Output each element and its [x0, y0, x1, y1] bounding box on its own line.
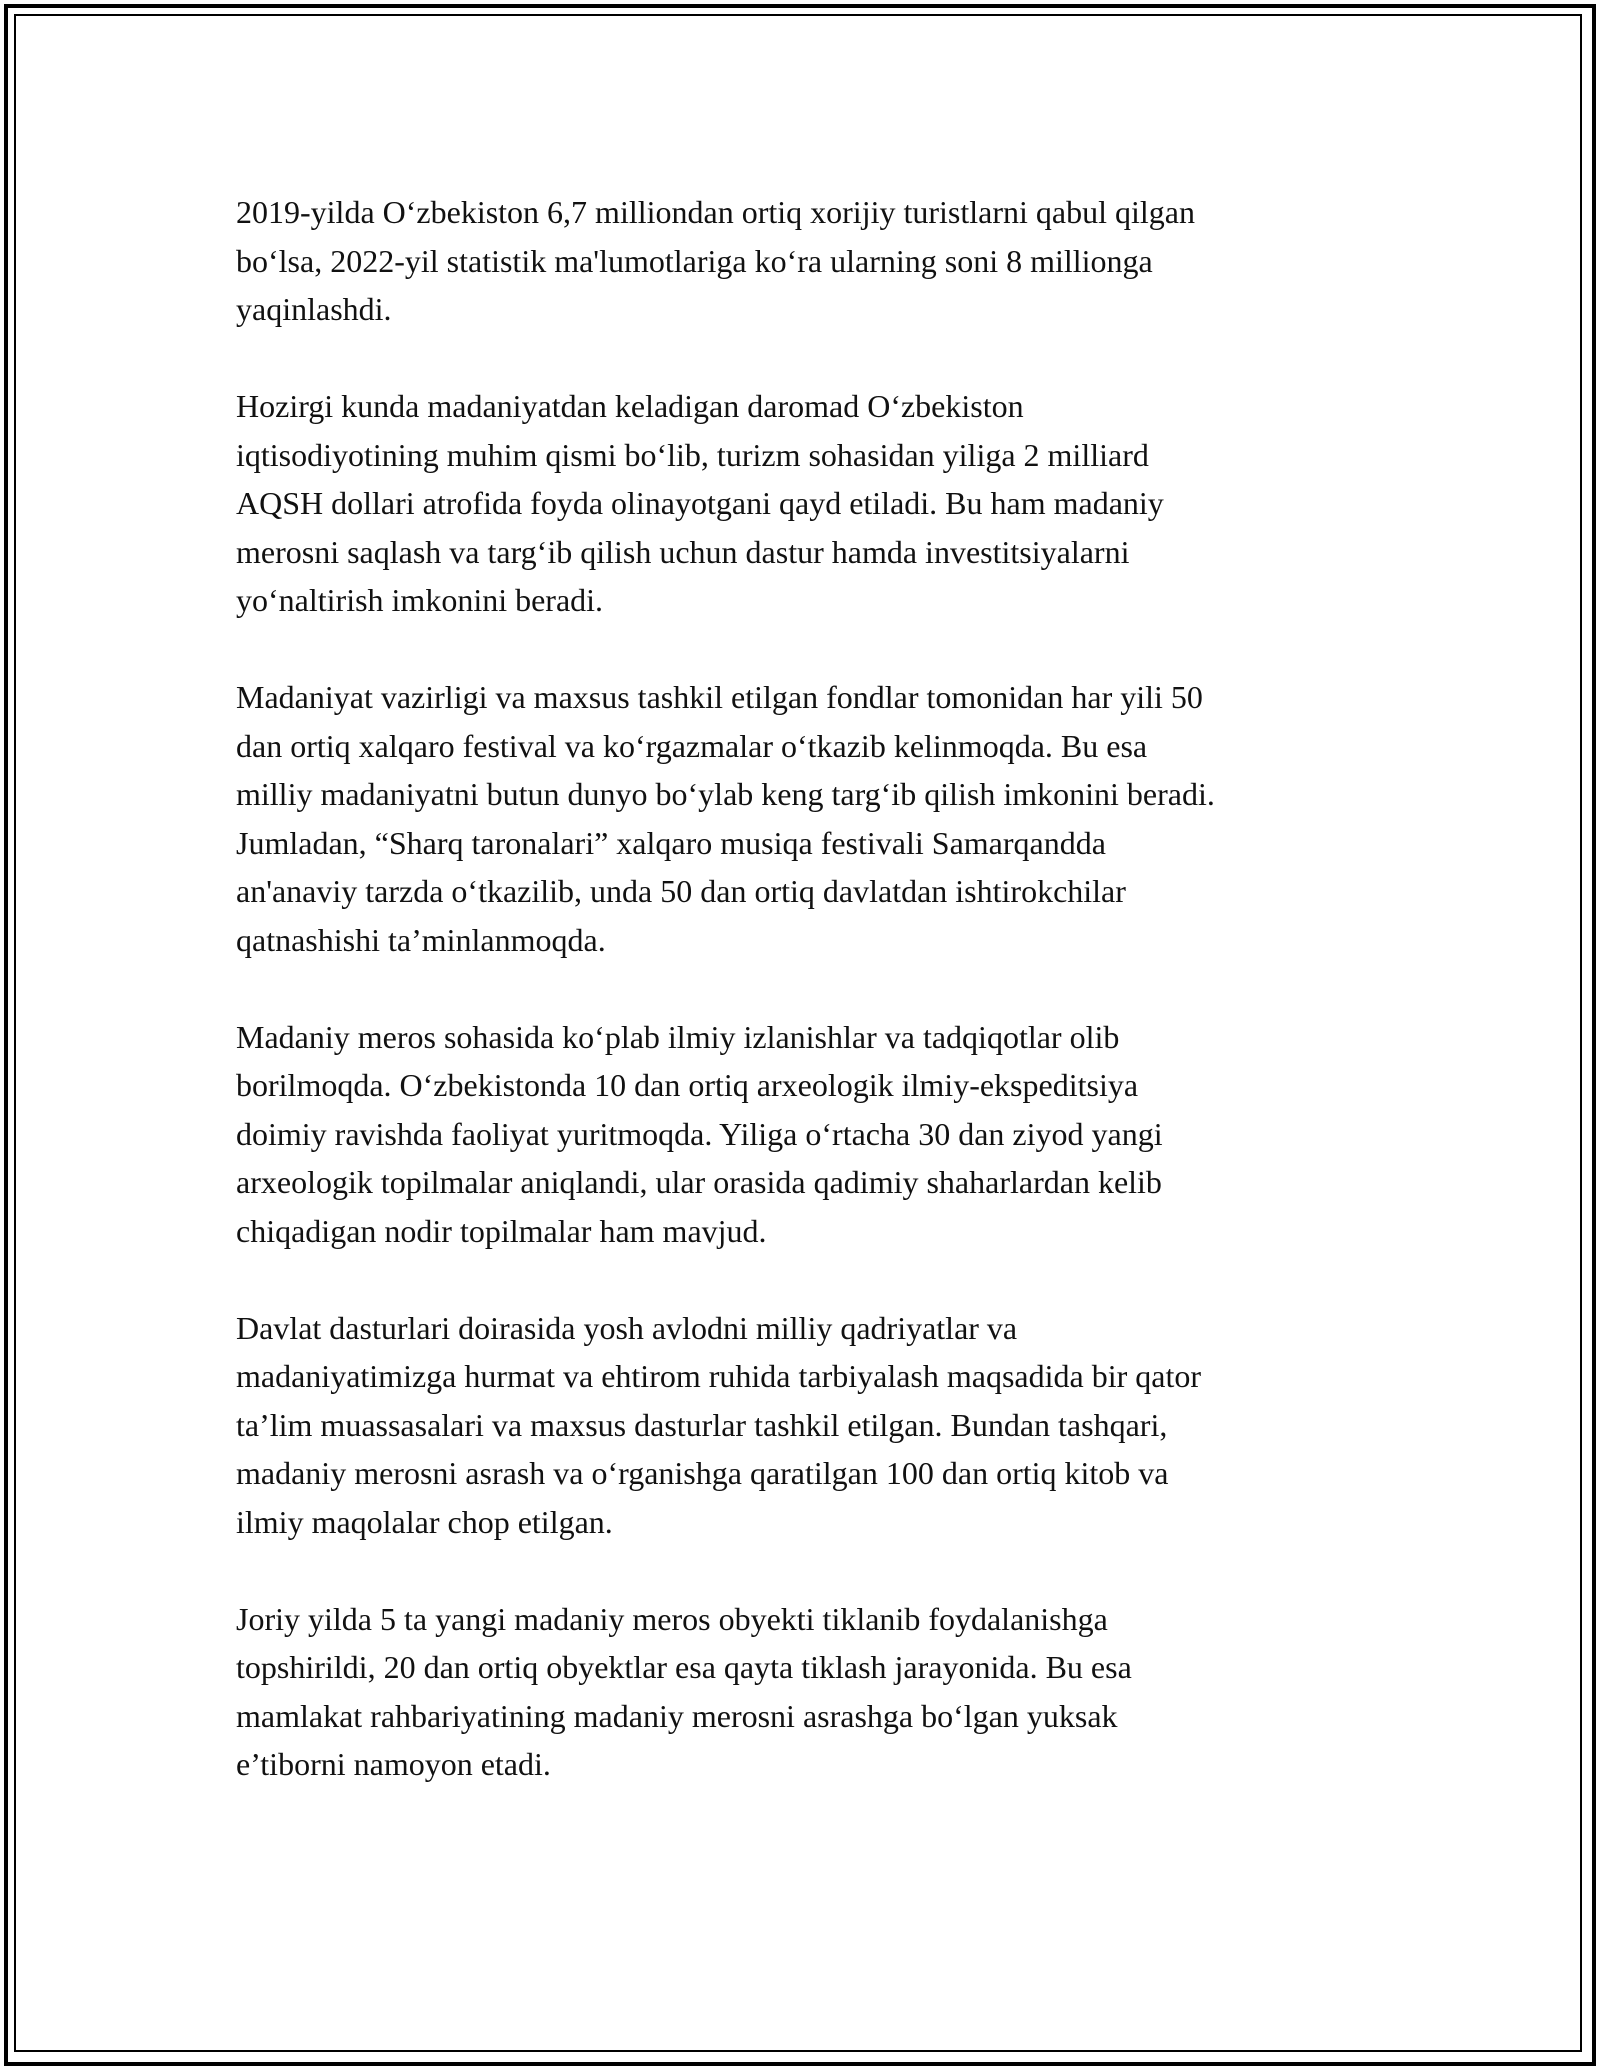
- text-line: doimiy ravishda faoliyat yuritmoqda. Yiliga o‘rtacha 30 dan ziyod yangi: [236, 1115, 1163, 1152]
- text-line: Madaniyat vazirligi va maxsus tashkil etilgan fondlar tomonidan har yili 50: [236, 679, 1203, 715]
- text-line: AQSH dollari atrofida foyda olinayotgani qayd etiladi. Bu ham madaniy: [236, 485, 1164, 521]
- paragraph: [236, 1595, 1376, 1789]
- text-line: Joriy yilda 5 ta yangi madaniy meros obyekti tiklanib foydalanishga: [236, 1600, 1108, 1637]
- text-line: qatnashishi ta’minlanmoqda.: [236, 921, 606, 958]
- text-line: dan ortiq xalqaro festival va ko‘rgazmalar o‘tkazib kelinmoqda. Bu esa: [236, 727, 1148, 764]
- text-line: iqtisodiyotining muhim qismi bo‘lib, turizm sohasidan yiliga 2 milliard: [236, 436, 1149, 473]
- text-line: bo‘lsa, 2022-yil statistik ma'lumotlariga ko‘ra ularning soni 8 millionga: [236, 242, 1153, 279]
- paragraph: [236, 382, 1376, 625]
- text-line: mamlakat rahbariyatining madaniy merosni asrashga bo‘lgan yuksak: [236, 1697, 1118, 1734]
- text-line: yo‘naltirish imkonini beradi.: [236, 582, 604, 618]
- text-line: ilmiy maqolalar chop etilgan.: [236, 1503, 613, 1540]
- text-line: merosni saqlash va targ‘ib qilish uchun dastur hamda investitsiyalarni: [236, 533, 1130, 570]
- text-line: topshirildi, 20 dan ortiq obyektlar esa qayta tiklash jarayonida. Bu esa: [236, 1649, 1132, 1685]
- text-line: yaqinlashdi.: [236, 291, 392, 327]
- text-line: borilmoqda. O‘zbekistonda 10 dan ortiq arxeologik ilmiy-ekspeditsiya: [236, 1067, 1139, 1103]
- paragraph: [236, 1013, 1376, 1256]
- text-line: ta’lim muassasalari va maxsus dasturlar tashkil etilgan. Bundan tashqari,: [236, 1406, 1168, 1443]
- text-line: an'anaviy tarzda o‘tkazilib, unda 50 dan ortiq davlatdan ishtirokchilar: [236, 873, 1126, 909]
- text-line: e’tiborni namoyon etadi.: [236, 1746, 551, 1782]
- paragraph: [236, 673, 1376, 964]
- text-line: arxeologik topilmalar aniqlandi, ular orasida qadimiy shaharlardan kelib: [236, 1164, 1162, 1200]
- text-line: milliy madaniyatni butun dunyo bo‘ylab keng targ‘ib qilish imkonini beradi.: [236, 776, 1215, 812]
- text-line: Jumladan, “Sharq taronalari” xalqaro musiqa festivali Samarqandda: [236, 824, 1106, 861]
- paragraph: [236, 188, 1376, 334]
- text-line: chiqadigan nodir topilmalar ham mavjud.: [236, 1212, 767, 1249]
- text-line: Hozirgi kunda madaniyatdan keladigan daromad O‘zbekiston: [236, 388, 1024, 424]
- text-line: madaniyatimizga hurmat va ehtirom ruhida tarbiyalash maqsadida bir qator: [236, 1358, 1202, 1394]
- document-body: [236, 188, 1376, 1837]
- text-line: Madaniy meros sohasida ko‘plab ilmiy izlanishlar va tadqiqotlar olib: [236, 1018, 1120, 1055]
- text-line: madaniy merosni asrash va o‘rganishga qaratilgan 100 dan ortiq kitob va: [236, 1455, 1169, 1491]
- text-line: Davlat dasturlari doirasida yosh avlodni milliy qadriyatlar va: [236, 1309, 1018, 1346]
- paragraph: [236, 1304, 1376, 1547]
- text-line: 2019-yilda O‘zbekiston 6,7 milliondan ortiq xorijiy turistlarni qabul qilgan: [236, 194, 1195, 230]
